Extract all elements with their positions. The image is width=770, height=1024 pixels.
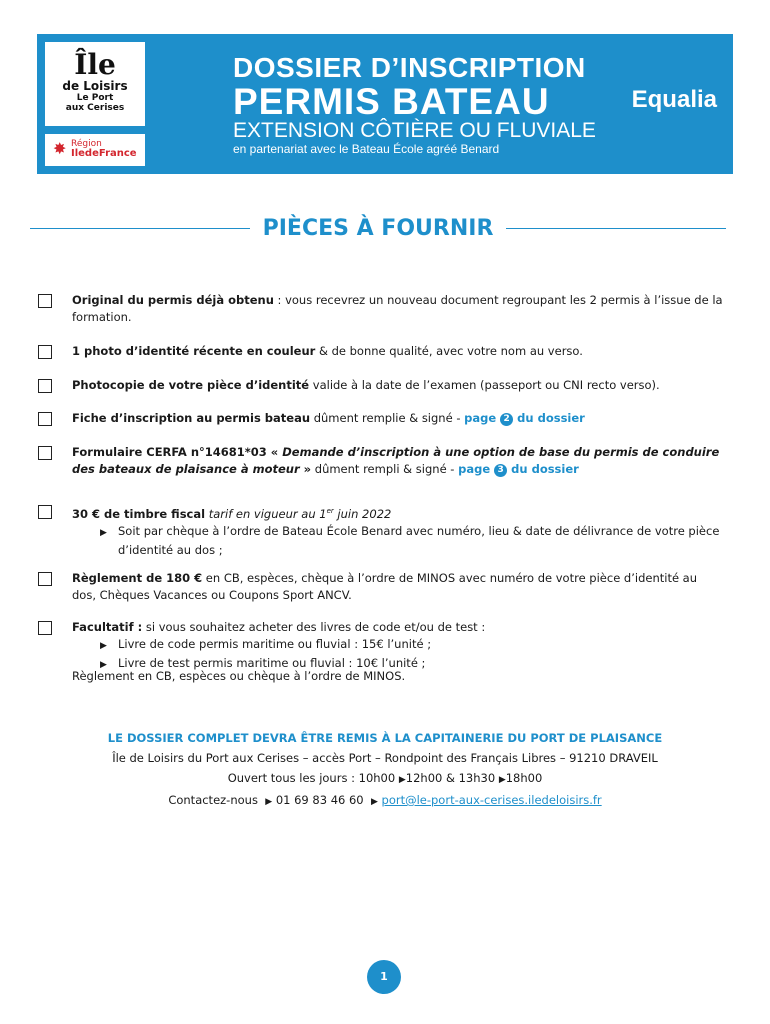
title-block xyxy=(233,52,596,156)
bullet-text: Soit par chèque à l’ordre de Bateau École Benard avec numéro, lieu & date de délivrance de votre pièce d’identité au dos ; xyxy=(118,523,720,557)
triangle-right-icon: ▶ xyxy=(370,797,378,807)
region-line-1: Région xyxy=(71,139,102,149)
item-bold: Photocopie de votre pièce d’identité xyxy=(72,378,310,392)
item-bold: 30 € de timbre fiscal xyxy=(72,506,206,521)
title-line-4: en partenariat avec le Bateau École agréé Benard xyxy=(233,142,500,156)
list-item xyxy=(72,636,724,655)
contact-pre: Contactez-nous xyxy=(168,793,258,807)
region-line-2: IledeFrance xyxy=(71,148,137,159)
checkbox[interactable] xyxy=(38,505,52,519)
page-ref-post: du dossier xyxy=(513,411,585,425)
title-line-1: DOSSIER D’INSCRIPTION xyxy=(233,52,586,83)
item-text xyxy=(72,619,724,674)
item-bold: Fiche d’inscription au permis bateau xyxy=(72,411,311,425)
triangle-right-icon: ▶ xyxy=(100,660,107,670)
footer-address: Île de Loisirs du Port aux Cerises – accès Port – Rondpoint des Français Libres – 91210 DRAVEIL xyxy=(112,751,658,765)
item-text xyxy=(72,292,724,326)
item-rest: valide à la date de l’examen (passeport ou CNI recto verso). xyxy=(309,378,660,392)
section-title xyxy=(30,212,726,246)
triangle-right-icon: ▶ xyxy=(265,797,273,807)
footer-hours xyxy=(0,768,770,790)
logo-line-2: Le Port xyxy=(76,93,114,103)
checkbox[interactable] xyxy=(38,345,52,359)
logo-ile-text: Île xyxy=(74,48,116,81)
item-italic: tarif en vigueur au 1 xyxy=(205,506,327,521)
logo-line-3: aux Cerises xyxy=(65,103,125,113)
item-bold: Règlement de 180 € xyxy=(72,571,203,585)
footer-info xyxy=(0,728,770,812)
item-italic-end: juin 2022 xyxy=(333,506,392,521)
hours-mid-2: 18h00 xyxy=(505,771,543,785)
page-number-bubble: 2 xyxy=(500,413,513,426)
page-reference xyxy=(458,462,579,476)
checkbox[interactable] xyxy=(38,294,52,308)
page-ref-pre: page xyxy=(464,411,501,425)
header-banner xyxy=(37,34,733,174)
region-text xyxy=(71,139,137,159)
item-text xyxy=(72,444,724,478)
item-bold: Formulaire CERFA n°14681*03 « xyxy=(72,445,279,459)
footer-headline: LE DOSSIER COMPLET DEVRA ÊTRE REMIS À LA CAPITAINERIE DU PORT DE PLAISANCE xyxy=(107,731,663,745)
list-item xyxy=(72,523,724,559)
bullet-text: Livre de test permis maritime ou fluvial : 10€ l’unité ; xyxy=(118,656,426,670)
item-bold: Facultatif : xyxy=(72,620,143,634)
checkbox[interactable] xyxy=(38,621,52,635)
title-line-3: EXTENSION CÔTIÈRE OU FLUVIALE xyxy=(233,119,596,142)
item-text xyxy=(72,410,724,427)
item-rest: : vous recevrez un nouveau document regroupant les 2 permis à l’issue de la formation. xyxy=(72,293,723,324)
title-line-2: PERMIS BATEAU xyxy=(233,81,550,122)
item-bold-italic: Demande d’inscription à une option de base du permis de conduire des bateaux de plaisance à moteur xyxy=(72,445,720,476)
checkbox[interactable] xyxy=(38,446,52,460)
page-reference xyxy=(464,411,585,425)
equalia-logo: Equalia xyxy=(631,86,717,113)
item-rest: si vous souhaitez acheter des livres de code et/ou de test : xyxy=(142,620,486,634)
item-rest: dûment remplie & signé - xyxy=(310,411,465,425)
triangle-right-icon: ▶ xyxy=(100,641,107,651)
item-rest: dûment rempli & signé - xyxy=(311,462,459,476)
page-number-bubble: 3 xyxy=(494,464,507,477)
title-rule-right xyxy=(506,228,726,229)
hours-pre: Ouvert tous les jours : 10h00 xyxy=(227,771,396,785)
checkbox[interactable] xyxy=(38,379,52,393)
hours-mid-1: 12h00 & 13h30 xyxy=(405,771,496,785)
item-text xyxy=(72,503,724,559)
email-link[interactable]: port@le-port-aux-cerises.iledeloisirs.fr xyxy=(381,793,602,807)
page-ref-post: du dossier xyxy=(507,462,579,476)
item-bold: Original du permis déjà obtenu xyxy=(72,293,274,307)
item-text xyxy=(72,570,724,604)
triangle-right-icon: ▶ xyxy=(498,775,506,785)
checkbox[interactable] xyxy=(38,572,52,586)
ile-logo-panel xyxy=(45,42,145,126)
footer-contact xyxy=(0,790,770,812)
logo-line-1: de Loisirs xyxy=(62,79,128,93)
reglement-note: Règlement en CB, espèces ou chèque à l’ordre de MINOS. xyxy=(72,669,406,683)
bullet-text: Livre de code permis maritime ou fluvial : 15€ l’unité ; xyxy=(118,637,432,651)
ile-de-loisirs-logo xyxy=(45,42,145,166)
region-logo xyxy=(45,134,145,166)
item-text xyxy=(72,377,724,394)
triangle-right-icon: ▶ xyxy=(398,775,406,785)
item-bold-end: » xyxy=(299,462,312,476)
item-text xyxy=(72,343,724,360)
region-star-icon: ✸ xyxy=(53,139,67,158)
phone-number[interactable]: 01 69 83 46 60 xyxy=(275,793,364,807)
checkbox[interactable] xyxy=(38,412,52,426)
item-rest: & de bonne qualité, avec votre nom au verso. xyxy=(315,344,583,358)
item-bold: 1 photo d’identité récente en couleur xyxy=(72,344,316,358)
triangle-right-icon: ▶ xyxy=(100,527,107,538)
item-sup: er xyxy=(326,507,334,515)
section-title-label: PIÈCES À FOURNIR xyxy=(262,216,494,241)
page-ref-pre: page xyxy=(458,462,495,476)
page-number-badge: 1 xyxy=(367,960,401,994)
item-rest: en CB, espèces, chèque à l’ordre de MINOS avec numéro de votre pièce d’identité au dos, Chèques Vacances ou Coupons Sport ANCV. xyxy=(72,571,698,602)
